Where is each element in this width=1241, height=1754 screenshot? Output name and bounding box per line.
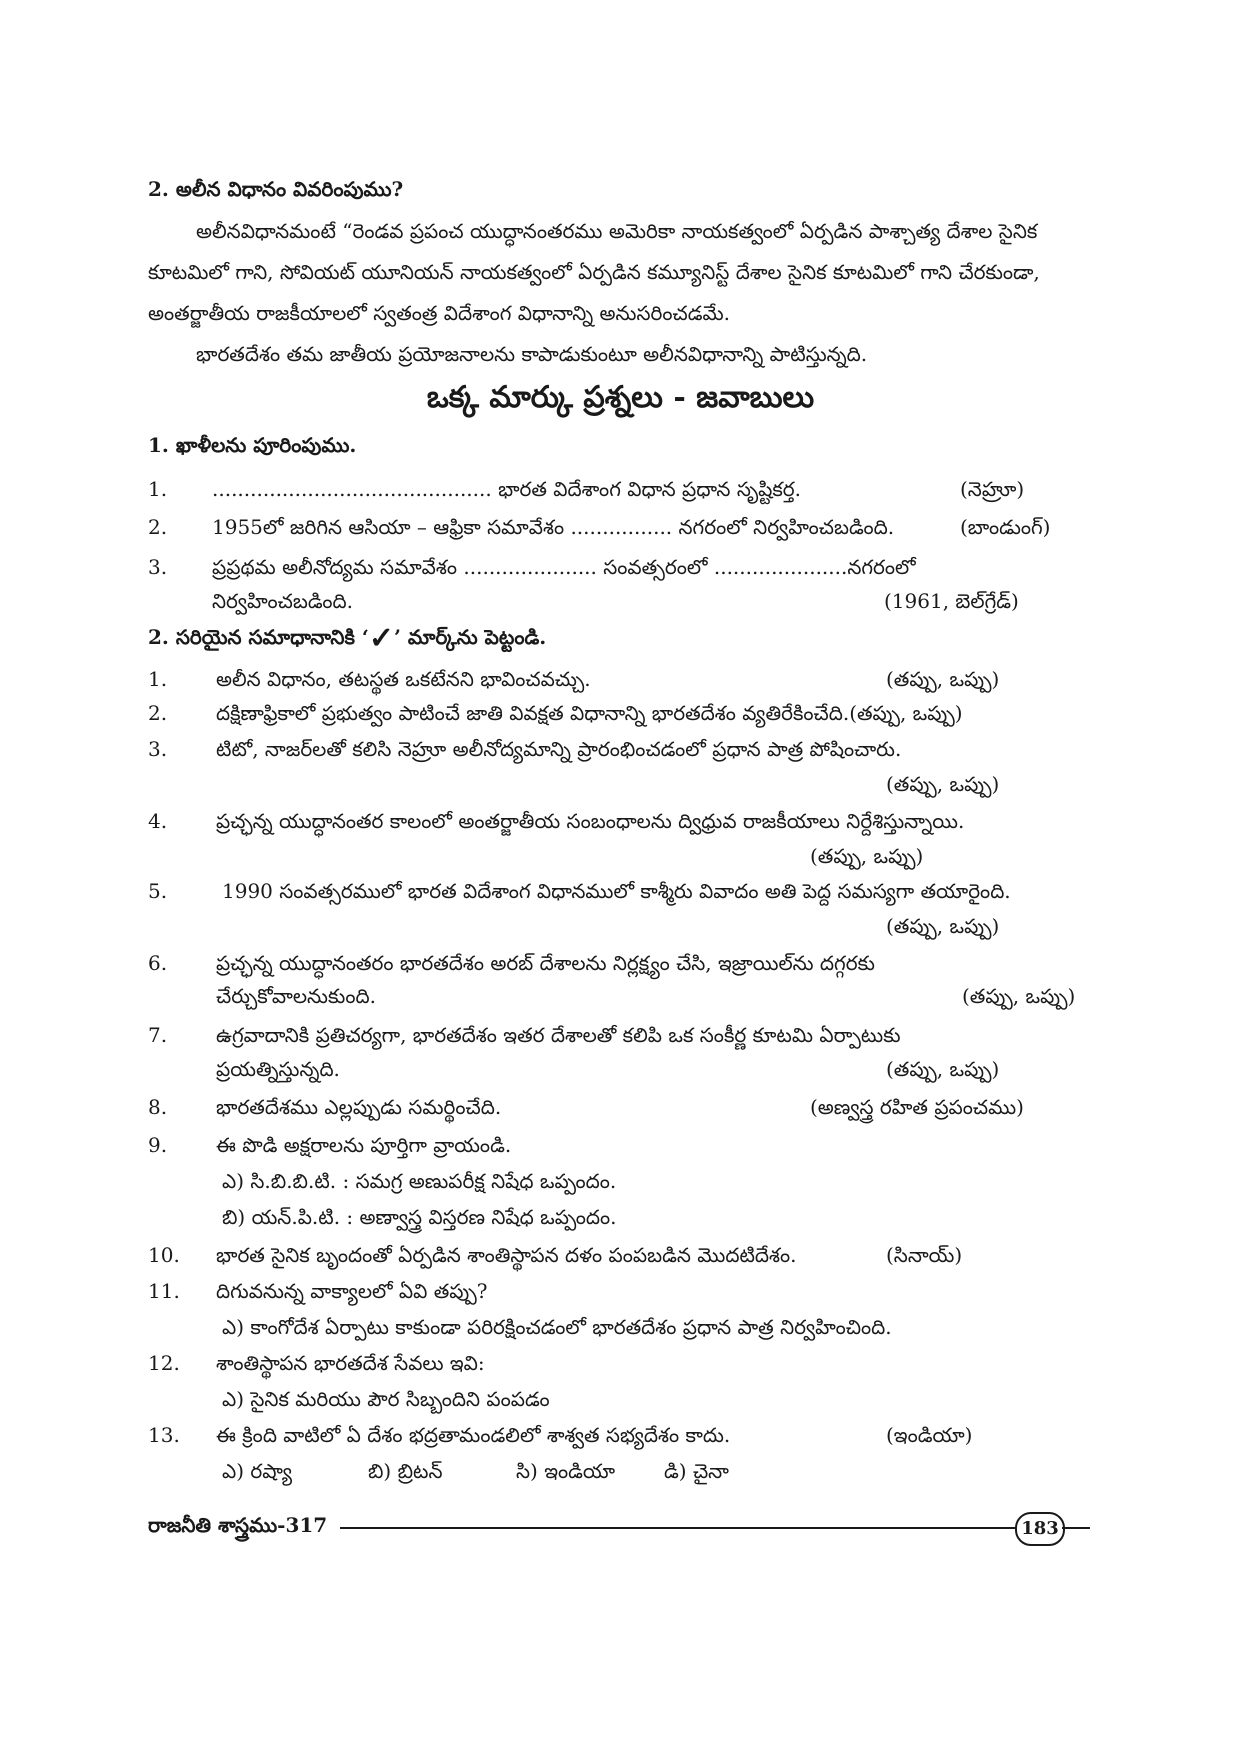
q8-number: 8. xyxy=(148,1095,168,1119)
q9-number: 9. xyxy=(148,1133,168,1157)
part2-heading-end: ’ మార్క్‌ను పెట్టండి. xyxy=(393,625,547,649)
part2-heading-start: 2. సరియైన సమాధానానికి ‘ xyxy=(148,625,369,649)
tf-1-answer: (తప్పు, ఒప్పు) xyxy=(886,667,1000,691)
q13-option-a: ఎ) రష్యా xyxy=(222,1459,293,1483)
tf-4-answer: (తప్పు, ఒప్పు) xyxy=(810,844,924,868)
q8-answer: (అణ్వస్త్ర రహిత ప్రపంచము) xyxy=(810,1095,1024,1119)
fill-3-text: ప్రప్రథమ అలీనోద్యమ సమావేశం ..................... సంవత్సరంలో .....................నగరంలో xyxy=(212,555,916,579)
q12-sub-a: ఎ) సైనిక మరియు పౌర సిబ్బందిని పంపడం xyxy=(222,1387,550,1411)
fill-1-text: ............................................ భారత విదేశాంగ విధాన ప్రధాన సృష్టికర్త. xyxy=(212,477,801,501)
fill-2-answer: (బాండుంగ్) xyxy=(960,515,1051,539)
fill-3-text-cont: నిర్వహించబడింది. xyxy=(212,589,353,613)
fill-1-number: 1. xyxy=(148,477,168,501)
q13-option-d: డి) చైనా xyxy=(664,1459,729,1483)
tf-7-text: ఉగ్రవాదానికి ప్రతిచర్యగా, భారతదేశం ఇతర దేశాలతో కలిపి ఒక సంకీర్ణ కూటమి ఏర్పాటుకు xyxy=(216,1023,901,1047)
part1-heading: 1. ఖాళీలను పూరింపుము. xyxy=(148,433,357,457)
fill-3-answer: (1961, బెల్‌గ్రేడ్) xyxy=(884,589,1019,613)
q11-sub-a: ఎ) కాంగోదేశ ఏర్పాటు కాకుండా పరిరక్షించడంలో భారతదేశం ప్రధాన పాత్ర నిర్వహించింది. xyxy=(222,1315,892,1339)
q11-number: 11. xyxy=(148,1279,180,1303)
q9-text: ఈ పొడి అక్షరాలను పూర్తిగా వ్రాయండి. xyxy=(216,1133,512,1157)
tf-6-text: ప్రచ్ఛన్న యుద్ధానంతరం భారతదేశం అరబ్ దేశాలను నిర్లక్ష్యం చేసి, ఇజ్రాయిల్‌ను దగ్గరకు xyxy=(216,951,875,975)
q10-text: భారత సైనిక బృందంతో ఏర్పడిన శాంతిస్థాపన దళం పంపబడిన మొదటిదేశం. xyxy=(216,1243,797,1267)
section-title: ఒక్క మార్కు ప్రశ్నలు - జవాబులు xyxy=(426,380,815,415)
q9-sub-a: ఎ) సి.బి.బి.టి. : సమగ్ర అణుపరీక్ష నిషేధ ఒప్పందం. xyxy=(222,1169,617,1193)
tf-2-text: దక్షిణాఫ్రికాలో ప్రభుత్వం పాటించే జాతి వివక్షత విధానాన్ని భారతదేశం వ్యతిరేకించేది.(తప్పు, ఒప్పు) xyxy=(216,701,963,725)
q13-option-c: సి) ఇండియా xyxy=(516,1459,616,1483)
tf-5-answer: (తప్పు, ఒప్పు) xyxy=(886,914,1000,938)
fill-1-answer: (నెహ్రూ) xyxy=(960,477,1025,501)
tf-3-text: టిటో, నాజర్‌లతో కలిసి నెహ్రూ అలీనోద్యమాన్ని ప్రారంభించడంలో ప్రధాన పాత్ర పోషించారు. xyxy=(216,737,902,761)
tf-7-text-cont: ప్రయత్నిస్తున్నది. xyxy=(216,1057,340,1081)
tf-4-text: ప్రచ్ఛన్న యుద్ధానంతర కాలంలో అంతర్జాతీయ సంబంధాలను ద్విధ్రువ రాజకీయాలు నిర్దేశిస్తున్నాయి. xyxy=(216,809,965,833)
tf-7-number: 7. xyxy=(148,1023,168,1047)
tf-3-answer: (తప్పు, ఒప్పు) xyxy=(886,772,1000,796)
q13-text: ఈ క్రింది వాటిలో ఏ దేశం భద్రతామండలిలో శాశ్వత సభ్యదేశం కాదు. xyxy=(216,1423,731,1447)
q13-number: 13. xyxy=(148,1423,180,1447)
checkmark-icon: ✓ xyxy=(368,621,394,656)
q10-number: 10. xyxy=(148,1243,180,1267)
tf-1-text: అలీన విధానం, తటస్థత ఒకటేనని భావించవచ్చు. xyxy=(216,667,591,691)
q2-para-line-2: కూటమిలో గాని, సోవియట్ యూనియన్ నాయకత్వంలో ఏర్పడిన కమ్యూనిస్ట్ దేశాల సైనిక కూటమిలో గాని చేరకుండా, xyxy=(148,260,1040,284)
q2-para-line-3: అంతర్జాతీయ రాజకీయాలలో స్వతంత్ర విదేశాంగ విధానాన్ని అనుసరించడమే. xyxy=(148,301,731,325)
tf-4-number: 4. xyxy=(148,809,168,833)
tf-1-number: 1. xyxy=(148,667,168,691)
footer-book-title: రాజనీతి శాస్త్రము-317 xyxy=(148,1513,328,1537)
fill-2-number: 2. xyxy=(148,515,168,539)
q2-para-line-4: భారతదేశం తమ జాతీయ ప్రయోజనాలను కాపాడుకుంటూ అలీనవిధానాన్ని పాటిస్తున్నది. xyxy=(196,342,868,366)
q2-para-line-1: అలీనవిధానమంటే “రెండవ ప్రపంచ యుద్ధానంతరము అమెరికా నాయకత్వంలో ఏర్పడిన పాశ్చాత్య దేశాల సైనిక xyxy=(196,219,1038,243)
q13-answer: (ఇండియా) xyxy=(886,1423,973,1447)
footer-rule-right xyxy=(1062,1527,1090,1529)
part2-heading xyxy=(148,621,547,656)
tf-6-text-cont: చేర్చుకోవాలనుకుంది. xyxy=(216,984,376,1008)
fill-2-text: 1955లో జరిగిన ఆసియా – ఆఫ్రికా సమావేశం ................ నగరంలో నిర్వహించబడింది. xyxy=(212,515,895,539)
tf-5-text: 1990 సంవత్సరములో భారత విదేశాంగ విధానములో కాశ్మీరు వివాదం అతి పెద్ద సమస్యగా తయారైంది. xyxy=(222,879,1011,903)
q8-text: భారతదేశము ఎల్లప్పుడు సమర్థించేది. xyxy=(216,1095,502,1119)
tf-6-answer: (తప్పు, ఒప్పు) xyxy=(962,984,1076,1008)
tf-6-number: 6. xyxy=(148,951,168,975)
fill-3-number: 3. xyxy=(148,555,168,579)
footer-rule xyxy=(340,1527,1015,1529)
q13-option-b: బి) బ్రిటన్ xyxy=(368,1459,443,1483)
q11-text: దిగువనున్న వాక్యాలలో ఏవి తప్పు? xyxy=(216,1279,488,1303)
tf-2-number: 2. xyxy=(148,701,168,725)
page-number: 183 xyxy=(1015,1512,1065,1546)
q2-heading: 2. అలీన విధానం వివరింపుము? xyxy=(148,177,404,201)
q12-number: 12. xyxy=(148,1351,180,1375)
q9-sub-b: బి) యన్.పి.టి. : అణ్వాస్త్ర విస్తరణ నిషేధ ఒప్పందం. xyxy=(222,1205,617,1229)
q10-answer: (సినాయ్) xyxy=(886,1243,963,1267)
tf-5-number: 5. xyxy=(148,879,168,903)
q12-text: శాంతిస్థాపన భారతదేశ సేవలు ఇవి: xyxy=(216,1351,485,1375)
tf-3-number: 3. xyxy=(148,737,168,761)
tf-7-answer: (తప్పు, ఒప్పు) xyxy=(886,1057,1000,1081)
